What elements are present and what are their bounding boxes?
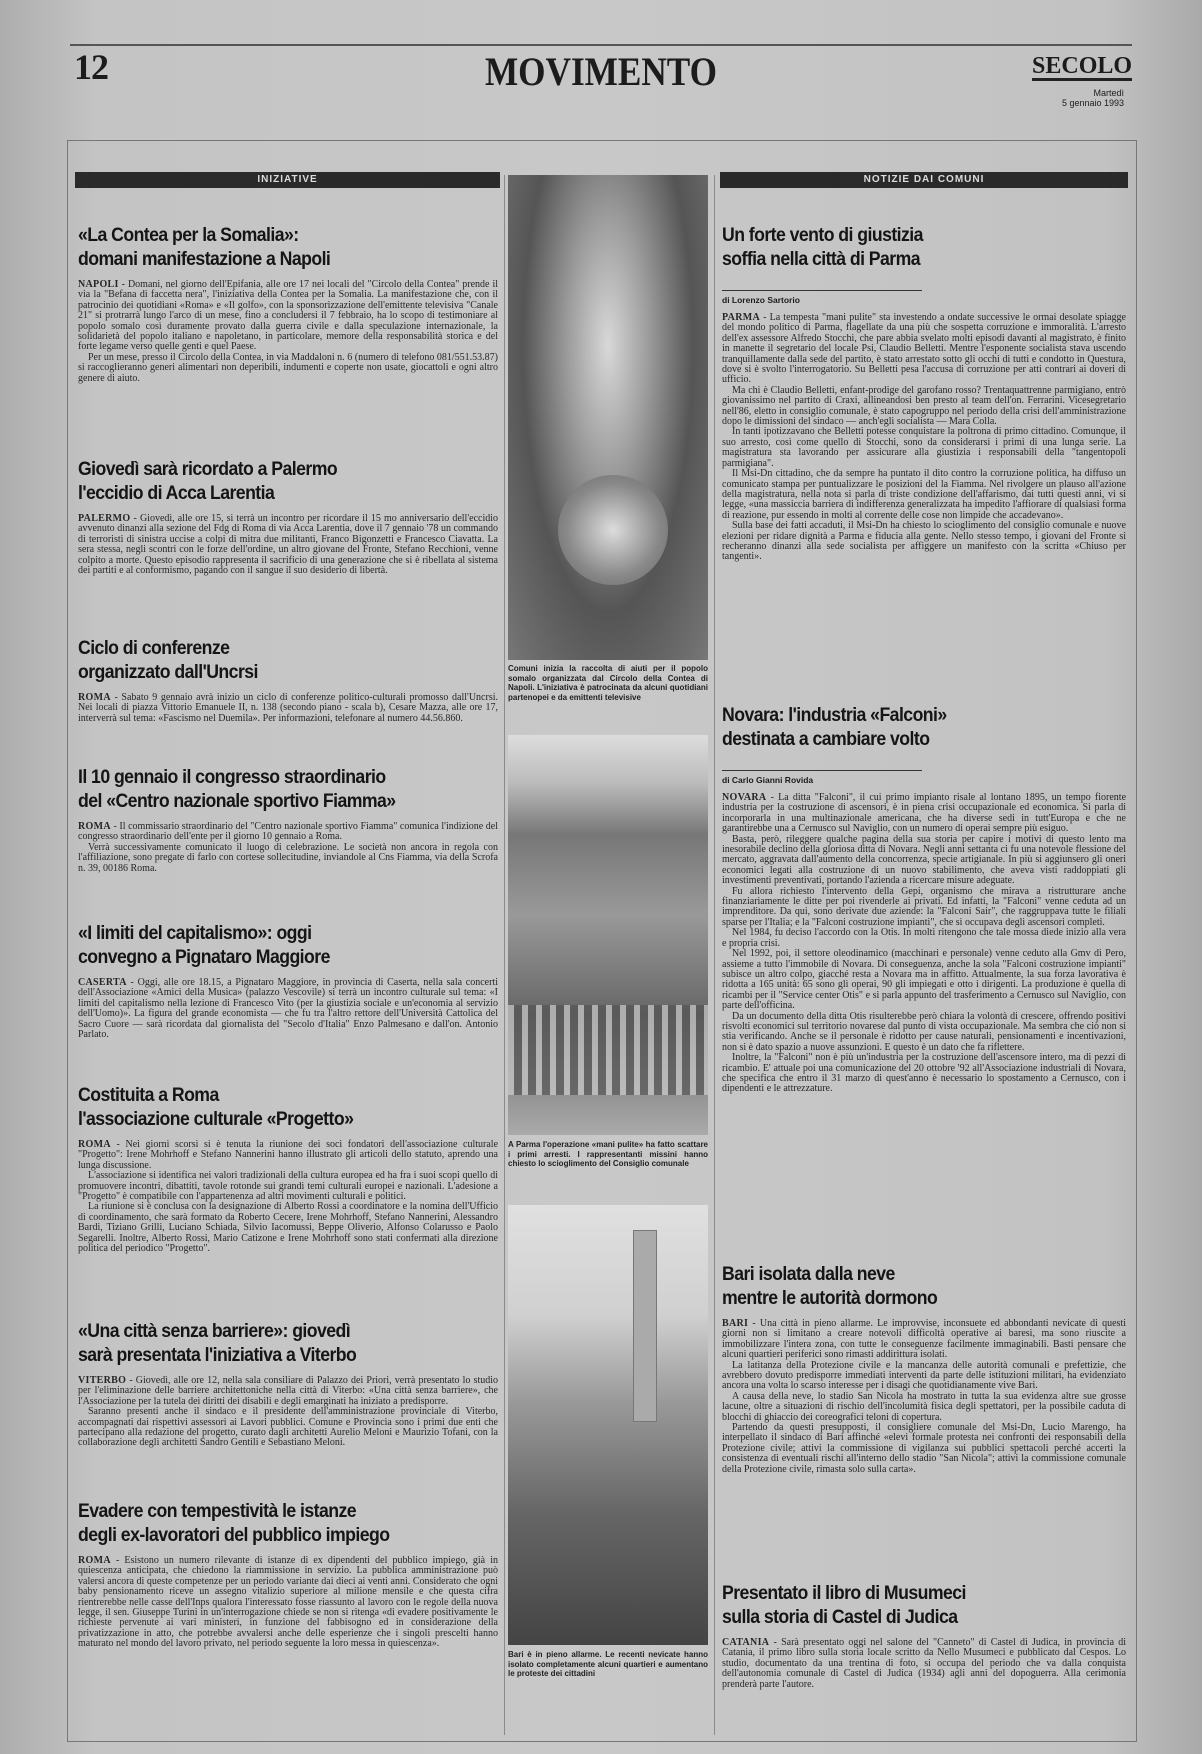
paragraph-text: - Oggi, alle ore 18.15, a Pignataro Maggiore, in provincia di Caserta, nella sala concerti dell'Associazione «Amici della Musica» (palazzo Vescovile) si terrà un incontro culturale sul tema: «I limiti del capitalismo nella lezione di Francesco Vito (per la giustizia sociale e un'economia al servizio dell'Uomo)». La figura del grande economista — che fu tra l'altro rettore dell'Università Cattolica del Sacro Cuore — sarà ricordata dal giornalista del "Secolo d'Italia" Enzo Palmesano e dall'on. Antonio Parlato. — [78, 977, 498, 1041]
article-paragraph — [78, 1171, 498, 1202]
article-paragraph — [78, 1202, 498, 1254]
article-paragraph — [722, 1423, 1126, 1475]
paragraph-text: - Domani, nel giorno dell'Epifania, alle ore 17 nei locali del "Circolo della Contea" prende il via la "Befana di faccetta nera", l'iniziativa della Contea per la Somalia. La manifestazione che, con il patrocinio dei quotidiani «Roma» e «Il golfo», con la sponsorizzazione dell'emittente televisiva "Canale 21" si protrarrà lungo l'arco di un mese, fino a concludersi il 7 febbraio, ha lo scopo di testimoniare al popolo somalo così duramente provato dalla guerra civile e dalla speculazione internazionale, la solidarietà del popolo italiano e napoletano, in particolare, memore della responsabilità storica e del forte legame verso quelle genti e quel Paese. — [78, 279, 498, 353]
article-headline — [78, 637, 469, 685]
paragraph-text: Sulla base dei fatti accaduti, il Msi-Dn ha chiesto lo scioglimento del consiglio comunale e nuove elezioni per ridare dignità a Parma e fiducia alla gente. Nello stesso tempo, i giovani del Fronte si recheranno dinanzi alla sede socialista per affiggere un manifesto con la scritta «Chiuso per tangenti». — [722, 520, 1126, 563]
section-bar-iniziative: INIZIATIVE — [75, 172, 500, 188]
article-paragraph — [722, 793, 1126, 835]
article-headline — [78, 1320, 469, 1368]
headline-line: Costituita a Roma — [78, 1085, 219, 1106]
paragraph-text: - Nei giorni scorsi si è tenuta la riunione dei soci fondatori dell'associazione culturale "Progetto": Irene Mohrhoff e Stefano Nannerini hanno illustrato gli articoli dello statuto, aprendo una lunga discussione. — [78, 1139, 498, 1171]
paragraph-text: Inoltre, la "Falconi" non è più un'industria per la costruzione dell'ascensore intero, ma di pezzi di ricambio. E' attuale poi una comunicazione del 20 ottobre '92 all'Associazione industriali di Novara, che specifica che entro il 31 marzo di quest'anno è necessario lo spostamento a Cernusco, con i dipendenti e le attrezzature. — [722, 1052, 1126, 1095]
headline-line: destinata a cambiare volto — [722, 729, 930, 750]
article-paragraph — [78, 1376, 498, 1407]
article-headline — [78, 1084, 469, 1132]
article-paragraph — [722, 1053, 1126, 1095]
article — [722, 1582, 1126, 1735]
paragraph-text: Verrà successivamente comunicato il luogo di celebrazione. Le società non ancora in regola con l'affiliazione, sono pregate di farlo con cortese sollecitudine, inviandole al Cns Fiamma, via della Scrofa n. 39, 00186 Roma. — [78, 841, 498, 874]
article-paragraph — [78, 353, 498, 384]
headline-line: mentre le autorità dormono — [722, 1288, 938, 1309]
paragraph-text: Il Msi-Dn cittadino, che da sempre ha puntato il dito contro la corruzione politica, ha diffuso un comunicato stampa per puntualizzare le posizioni del la Fiamma. Nel rivolgere un plauso all'azione della magistratura, nella nota si parla di triste condizione dell'affarismo, dai tutti questi anni, vi si legge, «una massiccia barriera di indifferenza generalizzata ha impedito l'affiorare di qualsiasi forma di reazione, pur essendo in molti al corrente delle cose non limpide che accadevano». — [722, 468, 1126, 521]
byline: di Carlo Gianni Rovida — [722, 775, 814, 785]
paragraph-text: A causa della neve, lo stadio San Nicola ha mostrato in tutta la sua evidenza altre sue grosse lacune, oltre a situazioni di rischio dell'incolumità fisica degli spettatori, per la possibile caduta di blocchi di ghiaccio dei coreografici teloni di copertura. — [722, 1390, 1126, 1423]
column-divider — [504, 175, 505, 1735]
article-paragraph — [78, 514, 498, 576]
bowl-shape — [558, 475, 668, 585]
dateline-city: CASERTA — [78, 977, 127, 988]
headline-line: Un forte vento di giustizia — [722, 225, 923, 246]
paragraph-text: Nel 1992, poi, il settore oleodinamico (macchinari e personale) venne ceduto alla Gmv di Pero, assieme a tutto l'immobile di Novara. Di conseguenza, anche la sola "Falconi costruzione impianti" subisce un altro colpo, giacché resta a Novara ma in affitto. Attualmente, la sua forza lavorativa è ridotta a 165 unità: 65 sono gli operai, 90 gli impiegati e otto i dirigenti. La produzione è quella di ricambi per il "Service center Otis" e si parla appunto del trasferimento a Cernusco sul Naviglio, con parte dell'officina. — [722, 948, 1126, 1012]
paragraph-text: Da un documento della ditta Otis risulterebbe però chiara la volontà di crescere, offrendo positivi risvolti economici sul territorio novarese dal punto di vista occupazionale. Ma sembra che ciò non si stia verificando. Anche se il personale è ridotto per cause naturali, pensionamenti e incentivazioni, non si è dato spazio a nuove assunzioni. E questo è un dato che fa riflettere. — [722, 1010, 1126, 1053]
paragraph-text: Per un mese, presso il Circolo della Contea, in via Maddaloni n. 6 (numero di telefono 081/551.53.87) si raccoglieranno generi alimentari non deperibili, indumenti e coperte non usate, giocattoli e ogni altro genere di aiuto. — [78, 351, 498, 384]
paragraph-text: Ma chi è Claudio Belletti, enfant-prodige del garofano rosso? Trentaquattrenne parmigiano, entrò giovanissimo nel partito di Craxi, allineandosi ben presto al team dell'on. Ferrarini. Vicesegretario nell'86, eletto in consiglio comunale, è stato capogruppo nel periodo della crisi dell'amministrazione dopo le dimissioni del sindaco — anch'egli socialista — Mara Colla. — [722, 384, 1126, 428]
headline-line: organizzato dall'Uncrsi — [78, 662, 258, 683]
column-divider — [714, 175, 715, 1735]
article — [78, 1500, 498, 1735]
dateline-city: NOVARA — [722, 792, 767, 803]
dateline-city: PARMA — [722, 312, 760, 323]
paragraph-text: - Sabato 9 gennaio avrà inizio un ciclo di conferenze politico-culturali promosso dall'Uncrsi. Nei locali di piazza Vittorio Emanuele II, n. 138 (secondo piano - scala b), Cesare Mazza, alle ore 17, interverrà sul tema: «Fascismo nel Duemila». Per informazioni, telefonare al numero 44.56.860. — [78, 692, 498, 724]
article-paragraph — [78, 1140, 498, 1171]
article-paragraph — [722, 313, 1126, 386]
headline-line: sulla storia di Castel di Judica — [722, 1607, 958, 1628]
article-paragraph — [722, 427, 1126, 469]
balustrade-shape — [508, 1005, 708, 1095]
headline-line: «Una città senza barriere»: giovedì — [78, 1321, 351, 1342]
headline-line: Evadere con tempestività le istanze — [78, 1501, 357, 1522]
article — [78, 224, 498, 458]
article-headline — [78, 766, 469, 814]
byline-rule — [722, 290, 922, 291]
paragraph-text: La latitanza della Protezione civile e la mancanza delle autorità comunali e prefettizie, che avrebbero dovuto predisporre immediati interventi da parte delle istituzioni militari, ha evidenziato ancora una volta lo scarso interesse per i disagi che quotidianamente vive Bari. — [722, 1359, 1126, 1392]
date-text: 5 gennaio 1993 — [1061, 98, 1124, 108]
article — [78, 637, 498, 766]
article-paragraph — [78, 280, 498, 353]
dateline-city: ROMA — [78, 821, 111, 832]
article-paragraph — [722, 928, 1126, 949]
dateline-city: NAPOLI — [78, 279, 119, 290]
paragraph-text: - Sarà presentato oggi nel salone del "Canneto" di Castel di Judica, in provincia di Catania, il primo libro sulla storia locale scritto da Nello Musumeci e pubblicato dal Cespos. Lo studio, documentato da una trentina di foto, si occupa del periodo che va dalla conquista dell'autonomia comunale di Castel di Judica (1934) agli anni del dopoguerra. Alla cerimonia prenderà parte l'autore. — [722, 1637, 1126, 1690]
article-headline — [722, 224, 1098, 272]
headline-line: convegno a Pignataro Maggiore — [78, 947, 330, 968]
article-paragraph — [78, 1407, 498, 1449]
byline-rule — [722, 770, 922, 771]
photo-somali-woman — [508, 175, 708, 660]
paragraph-text: - Giovedì, alle ore 15, si terrà un incontro per ricordare il 15 mo anniversario dell'eccidio avvenuto dinanzi alla sezione del Fdg di Roma di via Acca Larentia, dove il 7 gennaio '78 un commando di terroristi di sinistra uccise a colpi di mitra due militanti, Franco Bigonzetti e Francesco Ciavatta. La sera stessa, negli scontri con le forze dell'ordine, un altro giovane del Fronte, Stefano Recchioni, venne colpito a morte. Questo episodio rappresenta il sacrificio di una generazione che si è ribellata al sistema dei partiti e al conformismo, pagando con il sangue il suo desiderio di libertà. — [78, 513, 498, 577]
headline-line: l'eccidio di Acca Larentia — [78, 483, 275, 504]
headline-line: Il 10 gennaio il congresso straordinario — [78, 767, 386, 788]
section-bar-notizie: NOTIZIE DAI COMUNI — [720, 172, 1128, 188]
paragraph-text: Fu allora richiesto l'intervento della Gepi, organismo che mirava a ristrutturare anche finanziariamente le ditte per poi rivenderle ai privati. Ed infatti, la "Falconi" venne ceduta ad un imprenditore. Da qui, sono derivate due aziende: la "Falconi Sair", che raggruppava tutte le filiali sparse per l'Italia; e la "Falconi costruzione impianti", che si occupava degli ascensori completi. — [722, 885, 1126, 928]
article — [78, 458, 498, 637]
headline-line: Giovedì sarà ricordato a Palermo — [78, 459, 338, 480]
article-headline — [78, 1500, 469, 1548]
headline-line: Presentato il libro di Musumeci — [722, 1583, 966, 1604]
byline: di Lorenzo Sartorio — [722, 295, 800, 305]
dateline-city: BARI — [722, 1318, 749, 1329]
top-rule — [70, 44, 1132, 46]
article-paragraph — [78, 843, 498, 874]
headline-line: degli ex-lavoratori del pubblico impiego — [78, 1525, 390, 1546]
headline-line: «La Contea per la Somalia»: — [78, 225, 299, 246]
article — [722, 704, 1126, 1263]
article — [78, 1320, 498, 1500]
paragraph-text: - La tempesta "mani pulite" sta investendo a ondate successive le ormai desolate spiagge del mondo politico di Parma, flagellate da una più che sospetta corruzione e immoralità. L'arresto dell'ex assessore Alfredo Stocchi, che pare abbia svelato molti episodi davanti al magistrato, è finito in manette il segretario del locale Psi, Claudio Belletti. Mentre l'esponente socialista stava uscendo tranquillamente dalla sede del partito, è stato arrestato sotto gli occhi di tutti e condotto in Questura, dove si è svolto l'interrogatorio. Su Belletti pesa l'accusa di corruzione per atti contrari ai doveri di ufficio. — [722, 312, 1126, 386]
headline-line: Novara: l'industria «Falconi» — [722, 705, 947, 726]
article-headline — [722, 1263, 1098, 1311]
paragraph-text: L'associazione si identifica nei valori tradizionali della cultura europea ed ha fra i suoi scopi quello di promuovere incontri, dibattiti, tavole rotonde sui grandi temi culturali europei e nazionali. L'adesione a "Progetto" è compatibile con l'appartenenza ad altri movimenti culturali e politici. — [78, 1170, 498, 1203]
article-paragraph — [722, 1319, 1126, 1361]
article-paragraph — [722, 469, 1126, 521]
dateline-city: CATANIA — [722, 1637, 770, 1648]
paragraph-text: - Giovedì, alle ore 12, nella sala consiliare di Palazzo dei Priori, verrà presentato lo studio per l'eliminazione delle barriere architettoniche nella città di Viterbo: «Una città senza barriere», che l'Associazione per la tutela dei diritti dei disabili e degli emarginati ha iniziato a predisporre. — [78, 1375, 498, 1407]
paragraph-text: - Una città in pieno allarme. Le improvvise, inconsuete ed abbondanti nevicate di questi giorni non si limitano a creare notevoli difficoltà operative ai baresi, ma sono riuscite a immobilizzare l'intera zona, con tutte le conseguenze facilmente immaginabili. Basti pensare che alcuni quartieri periferici sono rimasti addirittura isolati. — [722, 1318, 1126, 1361]
photo-bari-snow — [508, 1205, 708, 1645]
page-number: 12 — [74, 47, 108, 87]
article-paragraph — [78, 822, 498, 843]
photo-parma-palazzo — [508, 735, 708, 1135]
article-headline — [722, 1582, 1098, 1630]
article-paragraph — [722, 1638, 1126, 1690]
paragraph-text: - Il commissario straordinario del "Centro nazionale sportivo Fiamma" comunica l'indizione del congresso straordinario dell'ente per il giorno 10 gennaio a Roma. — [78, 821, 498, 843]
photo-caption: Bari è in pieno allarme. Le recenti nevicate hanno isolato completamente alcuni quartieri e aumentano le proteste dei cittadini — [508, 1650, 708, 1679]
issue-date — [1062, 88, 1124, 108]
headline-line: domani manifestazione a Napoli — [78, 249, 331, 270]
article-paragraph — [722, 949, 1126, 1011]
article-headline — [78, 922, 469, 970]
headline-line: sarà presentata l'iniziativa a Viterbo — [78, 1345, 357, 1366]
headline-line: «I limiti del capitalismo»: oggi — [78, 923, 312, 944]
headline-line: l'associazione culturale «Progetto» — [78, 1109, 354, 1130]
paragraph-text: Saranno presenti anche il sindaco e il presidente dell'amministrazione provinciale di Viterbo, accompagnati dai rispettivi assessori ai Lavori pubblici. Comune e Provincia sono i primi due enti che partecipano alla redazione del progetto, curato dagli architetti Aurelio Meloni e Maurizio Tofani, con la collaborazione degli architetti Sandro Gentili e Sebastiano Meloni. — [78, 1406, 498, 1449]
article-paragraph — [78, 978, 498, 1040]
paragraph-text: La riunione si è conclusa con la designazione di Alberto Rossi a coordinatore e la nomina dell'Ufficio di coordinamento, che sarà formato da Roberto Cecere, Irene Mohrhoff, Stefano Nannerini, Alessandro Bardi, Tiziano Grilli, Luciano Schiada, Silvio Iacomussi, Beppe Oliverio, Alfonso Colarusso e Paolo Segarelli. Inoltre, Alberto Rossi, Mario Catizone e Irene Mohrhoff sono stati confermati alla direzione politica del periodico "Progetto". — [78, 1201, 498, 1255]
dateline-city: ROMA — [78, 1555, 111, 1566]
article-headline — [78, 458, 469, 506]
dateline-city: VITERBO — [78, 1375, 127, 1386]
article-paragraph — [722, 386, 1126, 428]
article-paragraph — [78, 693, 498, 724]
article — [78, 922, 498, 1084]
section-title: MOVIMENTO — [484, 49, 718, 94]
article — [722, 1263, 1126, 1582]
article-paragraph — [722, 1361, 1126, 1392]
tower-shape — [633, 1230, 657, 1422]
article-paragraph — [722, 1012, 1126, 1054]
paragraph-text: Basta, però, rileggere qualche pagina della sua storia per capire i motivi di questo lento ma inesorabile declino della gloriosa ditta di Novara. Negli anni settanta ci fu una notevole flessione del mercato, aggravata dall'aumento della concorrenza, specie artigianale. In più si aggiunsero gli oneri economici legati alla costruzione di un nuovo stabilimento, che aveva visti raddoppiati gli investimenti preventivati, portando l'azienda a ricercare misure adeguate. — [722, 833, 1126, 887]
dateline-city: ROMA — [78, 692, 111, 703]
dateline-city: PALERMO — [78, 513, 131, 524]
dateline-city: ROMA — [78, 1139, 111, 1150]
headline-line: soffia nella città di Parma — [722, 249, 921, 270]
article-paragraph — [78, 1556, 498, 1650]
paragraph-text: Partendo da questi presupposti, il consigliere comunale del Msi-Dn, Lucio Marengo, ha interpellato il sindaco di Bari affinché «elevi formale protesta nei confronti dei responsabili della Protezione civile; attivi la commissione di vigilanza sui pubblici spettacoli perché accerti la consistenza di eventuali rischi all'interno dello stadio "San Nicola"; attivi la commissione comunale della Protezione civile, rimasta solo sulla carta». — [722, 1422, 1126, 1475]
article — [78, 766, 498, 922]
date-day: Martedì — [1093, 88, 1124, 98]
article-headline — [722, 704, 1098, 752]
headline-line: Ciclo di conferenze — [78, 638, 230, 659]
article-paragraph — [722, 1392, 1126, 1423]
article-headline — [78, 224, 469, 272]
article-paragraph — [722, 887, 1126, 929]
article — [722, 224, 1126, 704]
article — [78, 1084, 498, 1320]
newspaper-logo: SECOLO — [1032, 53, 1133, 79]
photo-caption: Comuni inizia la raccolta di aiuti per il popolo somalo organizzata dal Circolo della Contea di Napoli. L'iniziativa è patrocinata da alcuni quotidiani partenopei e da emittenti televisive — [508, 664, 708, 702]
headline-line: Bari isolata dalla neve — [722, 1264, 895, 1285]
article-paragraph — [722, 521, 1126, 563]
paragraph-text: In tanti ipotizzavano che Belletti potesse conquistare la poltrona di primo cittadino. Comunque, il suo arresto, così come quello di Stocchi, sono da considerarsi i primi di una lunga serie. La magistratura sta lavorando per assicurare alla giustizia i responsabili della "tangentopoli parmigiana". — [722, 426, 1126, 469]
paragraph-text: - Esistono un numero rilevante di istanze di ex dipendenti del pubblico impiego, già in quiescenza anticipata, che chiedono la riammissione in servizio. La pubblica amministrazione può valersi ancora di queste competenze per un periodo variante dai dieci ai venti anni. Considerato che ogni baby pensionamento riceve un assegno vitalizio superiore al milione mensile e che questa cifra rientrerebbe nelle casse dell'Inps qualora l'interessato fosse riassunto al lavoro con le regole della nuova legge, il sen. Giuseppe Turini in un'interrogazione chiede se non si ritenga «di evadere positivamente le richieste pervenute ai vari ministeri, in funzione del fabbisogno ed in considerazione della privatizzazione in atto, che potrebbe avvalersi anche delle esperienze che i singoli prescelti hanno maturato nel mondo del lavoro privato, nel periodo seguente la loro messa in quiescenza». — [78, 1555, 498, 1650]
paragraph-text: Nel 1984, fu deciso l'accordo con la Otis. In molti ritengono che tale mossa diede inizio alla vera e propria crisi. — [722, 927, 1126, 949]
headline-line: del «Centro nazionale sportivo Fiamma» — [78, 791, 396, 812]
article-paragraph — [722, 835, 1126, 887]
photo-caption: A Parma l'operazione «mani pulite» ha fatto scattare i primi arresti. I rappresentanti missini hanno chiesto lo scioglimento del Consiglio comunale — [508, 1140, 708, 1169]
paragraph-text: - La ditta "Falconi", il cui primo impianto risale al lontano 1895, un tempo fiorente industria per la costruzione di ascensori, è in piena crisi occupazionale ed economica. Si parla di incorporarla in una multinazionale americana, che ha diverse sedi in tutt'Europa e che ne garantirebbe una a Cernusco sul Naviglio, con un numero di operai sempre più esiguo. — [722, 792, 1126, 835]
